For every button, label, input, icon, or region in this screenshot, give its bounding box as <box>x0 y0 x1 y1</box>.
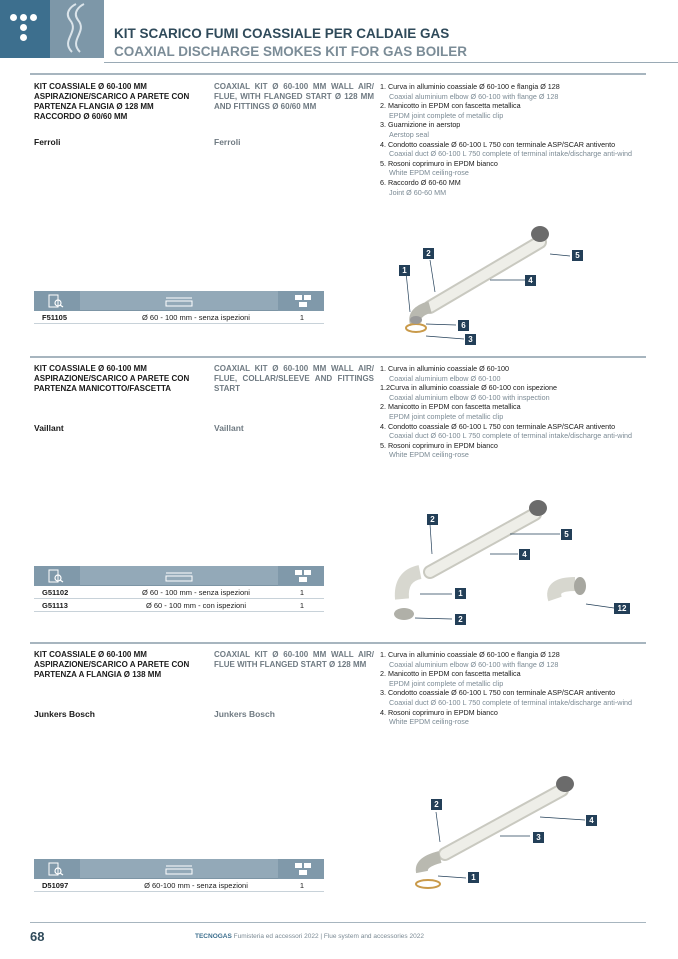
list-item: 1. Curva in alluminio coassiale Ø 60-100 Coaxial aluminium elbow Ø 60-100 <box>380 364 510 383</box>
callout-badge: 1 <box>455 588 466 599</box>
list-item: 2. Manicotto in EPDM con fascetta metallica EPDM joint complete of metallic clip <box>380 669 521 688</box>
callout-badge: 3 <box>465 334 476 345</box>
callout-badge: 2 <box>427 514 438 525</box>
header-divider <box>104 62 678 63</box>
list-item: 3. Condotto coassiale Ø 60-100 L 750 con terminale ASP/SCAR antivento Coaxial duct Ø 60-100 L 750 complete of terminal intake/discharge anti-wind <box>380 688 633 707</box>
table-row: G51113 Ø 60 - 100 mm - con ispezioni 1 <box>34 599 324 612</box>
code-table <box>34 291 324 324</box>
ruler-icon <box>164 294 194 308</box>
callout-badge: 4 <box>586 815 597 826</box>
footer-text <box>195 933 424 940</box>
callout-badge: 1 <box>399 265 410 276</box>
parts-list <box>380 364 670 460</box>
footer-divider <box>30 922 646 923</box>
section-divider <box>30 642 646 644</box>
table-header <box>34 859 324 879</box>
code-table <box>34 859 324 892</box>
callout-badge: 4 <box>525 275 536 286</box>
callout-badge: 2 <box>455 614 466 625</box>
page-number: 68 <box>30 929 45 944</box>
brand-en: Junkers Bosch <box>214 709 275 719</box>
table-row: F51105 Ø 60 - 100 mm - senza ispezioni 1 <box>34 311 324 324</box>
callout-badge: 6 <box>458 320 469 331</box>
magnifier-icon <box>48 294 64 308</box>
brand-it: Junkers Bosch <box>34 709 95 719</box>
footer-brand: TECNOGAS <box>195 933 232 940</box>
list-item: 2. Manicotto in EPDM con fascetta metallica EPDM joint complete of metallic clip <box>380 101 521 120</box>
footer-caption: Fumisteria ed accessori 2022 | Flue system and accessories 2022 <box>233 933 424 940</box>
callout-badge: 12 <box>614 603 630 614</box>
list-item: 5. Rosoni coprimuro in EPDM bianco White EPDM ceiling-rose <box>380 440 498 460</box>
page-title: KIT SCARICO FUMI COASSIALE PER CALDAIE GAS <box>114 26 450 41</box>
magnifier-icon <box>48 862 64 876</box>
list-item: 4. Rosoni coprimuro in EPDM bianco White EPDM ceiling-rose <box>380 707 498 727</box>
product-title-it: KIT COASSIALE Ø 60-100 MM ASPIRAZIONE/SCARICO A PARETE CON PARTENZA MANICOTTO/FASCETTA <box>34 364 190 393</box>
magnifier-icon <box>48 569 64 583</box>
list-item: 6. Raccordo Ø 60-60 MM Joint Ø 60-60 MM <box>380 177 461 197</box>
list-item: 1.2Curva in alluminio coassiale Ø 60-100 con ispezione Coaxial aluminium elbow Ø 60-100 with inspection <box>380 383 557 402</box>
product-title-en: COAXIAL KIT Ø 60-100 MM WALL AIR/ FLUE, COLLAR/SLEEVE AND FITTINGS START <box>214 364 374 393</box>
kit-illustration <box>400 772 620 897</box>
table-row: D51097 Ø 60-100 mm - senza ispezioni 1 <box>34 879 324 892</box>
list-item: 1. Curva in alluminio coassiale Ø 60-100 e flangia Ø 128 Coaxial aluminium elbow Ø 60-100 with flange Ø 128 <box>380 650 560 669</box>
list-item: 4. Condotto coassiale Ø 60-100 L 750 con terminale ASP/SCAR antivento Coaxial duct Ø 60-100 L 750 complete of terminal intake/discharge anti-wind <box>380 421 633 441</box>
brand-it: Ferroli <box>34 137 61 147</box>
code-table <box>34 566 324 612</box>
product-title-en: COAXIAL KIT Ø 60-100 MM WALL AIR/ FLUE, WITH FLANGED START Ø 128 MM AND FITTINGS Ø 60/60 MM <box>214 82 374 111</box>
brand-logo-icon <box>0 0 50 58</box>
brand-en: Vaillant <box>214 423 244 433</box>
brand-it: Vaillant <box>34 423 64 433</box>
parts-list <box>380 650 670 727</box>
boxes-icon <box>294 569 312 583</box>
ruler-icon <box>164 569 194 583</box>
callout-badge: 4 <box>519 549 530 560</box>
table-header <box>34 291 324 311</box>
product-title-it: KIT COASSIALE Ø 60-100 MM ASPIRAZIONE/SCARICO A PARETE CON PARTENZA FLANGIA Ø 128 MM RACCORDO Ø 60/60 MM <box>34 82 190 121</box>
parts-list <box>380 82 670 197</box>
list-item: 3. Guarnizione in aerstop Aerstop seal <box>380 120 461 139</box>
list-item: 2. Manicotto in EPDM con fascetta metallica EPDM joint complete of metallic clip <box>380 402 521 421</box>
callout-badge: 5 <box>561 529 572 540</box>
list-item: 1. Curva in alluminio coassiale Ø 60-100 e flangia Ø 128 Coaxial aluminium elbow Ø 60-100 with flange Ø 128 <box>380 82 560 101</box>
boxes-icon <box>294 862 312 876</box>
kit-illustration <box>390 212 590 347</box>
section-divider <box>30 356 646 358</box>
product-title-it: KIT COASSIALE Ø 60-100 MM ASPIRAZIONE/SCARICO A PARETE CON PARTENZA A FLANGIA Ø 138 MM <box>34 650 190 679</box>
smoke-icon <box>50 0 104 58</box>
callout-badge: 5 <box>572 250 583 261</box>
table-row: G51102 Ø 60 - 100 mm - senza ispezioni 1 <box>34 586 324 599</box>
table-header <box>34 566 324 586</box>
callout-badge: 2 <box>431 799 442 810</box>
boxes-icon <box>294 294 312 308</box>
section-divider <box>30 73 646 75</box>
callout-badge: 1 <box>468 872 479 883</box>
page-subtitle: COAXIAL DISCHARGE SMOKES KIT FOR GAS BOILER <box>114 44 468 59</box>
list-item: 5. Rosoni coprimuro in EPDM bianco White EPDM ceiling-rose <box>380 158 498 178</box>
ruler-icon <box>164 862 194 876</box>
callout-badge: 3 <box>533 832 544 843</box>
list-item: 4. Condotto coassiale Ø 60-100 L 750 con terminale ASP/SCAR antivento Coaxial duct Ø 60-100 L 750 complete of terminal intake/discharge anti-wind <box>380 139 633 159</box>
product-title-en: COAXIAL KIT Ø 60-100 MM WALL AIR/ FLUE WITH FLANGED START Ø 128 MM <box>214 650 374 669</box>
callout-badge: 2 <box>423 248 434 259</box>
brand-en: Ferroli <box>214 137 241 147</box>
